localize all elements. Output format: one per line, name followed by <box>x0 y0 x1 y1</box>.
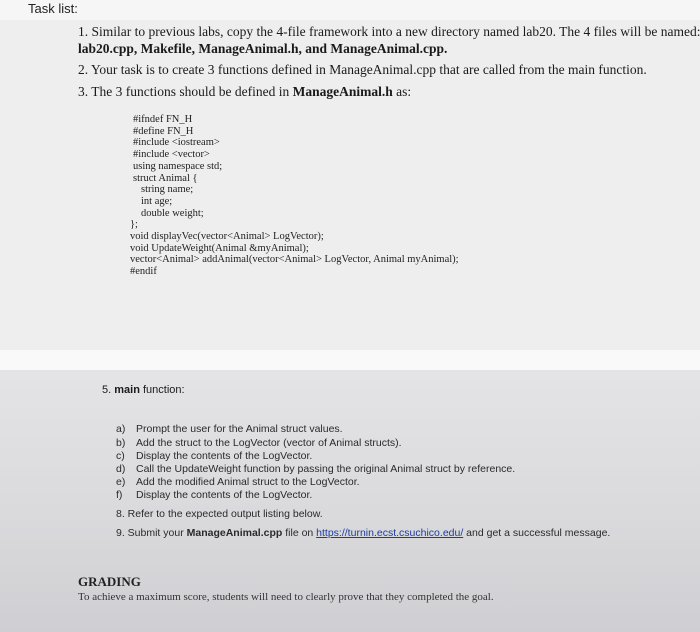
grading-section <box>78 574 494 603</box>
code-line: #endif <box>130 266 157 278</box>
code-line: string name; <box>141 184 194 196</box>
list-letter: b) <box>116 437 126 449</box>
item-5-prefix: 5. <box>102 384 115 396</box>
list-letter: d) <box>116 463 126 475</box>
item-9-mid: file on <box>282 527 317 539</box>
code-line: double weight; <box>141 207 204 219</box>
list-item <box>116 489 312 501</box>
turnin-link[interactable]: https://turnin.ecst.csuchico.edu/ <box>316 527 464 539</box>
grading-text: To achieve a maximum score, students will need to clearly prove that they completed the goal. <box>78 591 494 603</box>
list-letter: c) <box>116 450 125 462</box>
code-line: vector<Animal> addAnimal(vector<Animal> LogVector, Animal myAnimal); <box>130 254 459 266</box>
code-line: struct Animal { <box>133 172 198 184</box>
item-5-heading <box>102 384 185 396</box>
list-item <box>116 463 515 475</box>
code-line: #include <vector> <box>133 149 210 161</box>
list-item <box>116 437 402 449</box>
item-9-suffix: and get a successful message. <box>463 527 611 539</box>
list-letter: f) <box>116 489 123 501</box>
code-line: void UpdateWeight(Animal &myAnimal); <box>130 242 309 254</box>
list-text: Add the modified Animal struct to the LogVector. <box>136 476 360 488</box>
list-text: Display the contents of the LogVector. <box>136 489 313 501</box>
item-5-suffix: function: <box>139 384 185 396</box>
page-gap <box>0 350 700 370</box>
task-list-title: Task list: <box>28 1 78 16</box>
list-item <box>116 423 343 435</box>
grading-heading: GRADING <box>78 574 141 589</box>
code-line: #ifndef FN_H <box>133 114 193 125</box>
list-item <box>116 450 312 462</box>
item-2: 2. Your task is to create 3 functions defined in ManageAnimal.cpp that are called from the main function. <box>78 62 647 77</box>
item-1-line-2: lab20.cpp, Makefile, ManageAnimal.h, and ManageAnimal.cpp. <box>78 41 448 56</box>
item-1-line-1: 1. Similar to previous labs, copy the 4-file framework into a new directory named lab20. The 4 files will be named: <box>78 24 700 39</box>
item-9-file: ManageAnimal.cpp <box>186 527 283 539</box>
item-3-file: ManageAnimal.h <box>292 84 393 99</box>
item-5-bold: main <box>114 384 140 396</box>
code-line: int age; <box>141 195 173 207</box>
code-line: }; <box>130 219 138 231</box>
list-text: Prompt the user for the Animal struct values. <box>136 423 343 435</box>
item-3-prefix: 3. The 3 functions should be defined in <box>78 84 293 99</box>
list-text: Display the contents of the LogVector. <box>136 450 313 462</box>
item-3 <box>78 84 411 100</box>
list-item <box>116 476 360 488</box>
item-9 <box>116 527 610 539</box>
code-line: void displayVec(vector<Animal> LogVector); <box>130 231 324 243</box>
code-line: #define FN_H <box>133 125 194 137</box>
code-line: #include <iostream> <box>133 137 220 149</box>
code-block <box>130 114 459 278</box>
item-8: 8. Refer to the expected output listing below. <box>116 508 323 520</box>
list-text: Call the UpdateWeight function by passing the original Animal struct by reference. <box>136 463 516 475</box>
item-3-suffix: as: <box>392 84 412 99</box>
code-line: using namespace std; <box>133 160 223 172</box>
item-9-prefix: 9. Submit your <box>116 527 187 539</box>
list-letter: a) <box>116 423 126 435</box>
list-letter: e) <box>116 476 126 488</box>
list-text: Add the struct to the LogVector (vector of Animal structs). <box>136 437 402 449</box>
header-bar <box>0 0 700 20</box>
